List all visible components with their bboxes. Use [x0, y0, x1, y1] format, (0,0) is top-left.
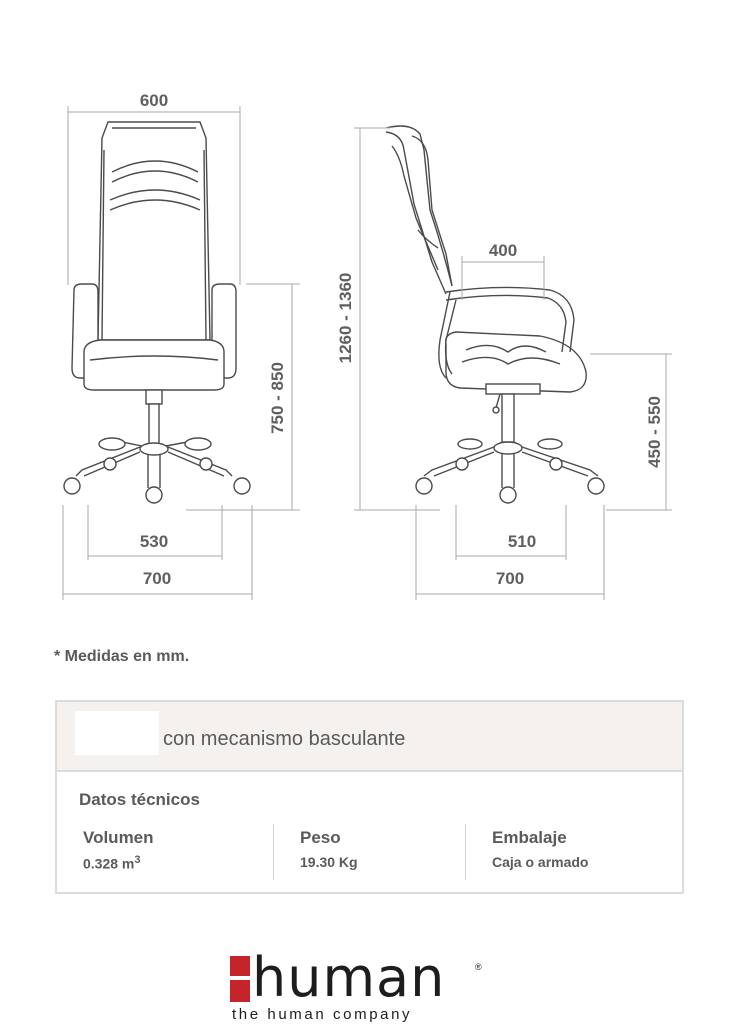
spec-panel — [55, 700, 684, 894]
front-width-label: 600 — [139, 91, 169, 110]
spec-volume — [83, 828, 154, 872]
spec-divider — [273, 824, 274, 880]
brand-logo — [0, 946, 740, 1024]
product-subtitle: con mecanismo basculante — [163, 728, 406, 750]
side-seat-height-label: 450 - 550 — [645, 396, 664, 468]
front-base-outer-label: 700 — [142, 569, 172, 588]
specs-title: Datos técnicos — [79, 790, 200, 809]
packaging-label: Embalaje — [492, 828, 567, 847]
logo-wordmark: human — [252, 946, 446, 1009]
spec-packaging — [492, 828, 588, 870]
weight-value: 19.30 Kg — [300, 854, 358, 870]
volume-label: Volumen — [83, 828, 154, 847]
weight-label: Peso — [300, 828, 341, 847]
measurement-note: * Medidas en mm. — [54, 648, 190, 665]
volume-value — [83, 854, 154, 872]
front-base-inner-label: 530 — [139, 532, 169, 551]
side-seat-depth-label: 400 — [488, 241, 518, 260]
product-header — [57, 702, 682, 772]
side-base-inner-label: 510 — [507, 532, 537, 551]
side-base-outer-label: 700 — [495, 569, 525, 588]
volume-number: 0.328 m — [83, 855, 135, 872]
spec-weight — [300, 828, 358, 870]
volume-exponent: 3 — [134, 854, 141, 866]
spec-divider — [465, 824, 466, 880]
logo-mark-gap — [230, 976, 250, 980]
registered-mark: ® — [475, 962, 482, 972]
logo-tagline: the human company — [232, 1006, 413, 1023]
front-arm-height-label: 750 - 850 — [268, 362, 287, 434]
front-view-chair — [64, 122, 250, 503]
packaging-value: Caja o armado — [492, 854, 589, 870]
side-view-chair — [386, 126, 604, 503]
product-name-box — [75, 711, 159, 755]
side-total-height-label: 1260 - 1360 — [336, 272, 355, 364]
